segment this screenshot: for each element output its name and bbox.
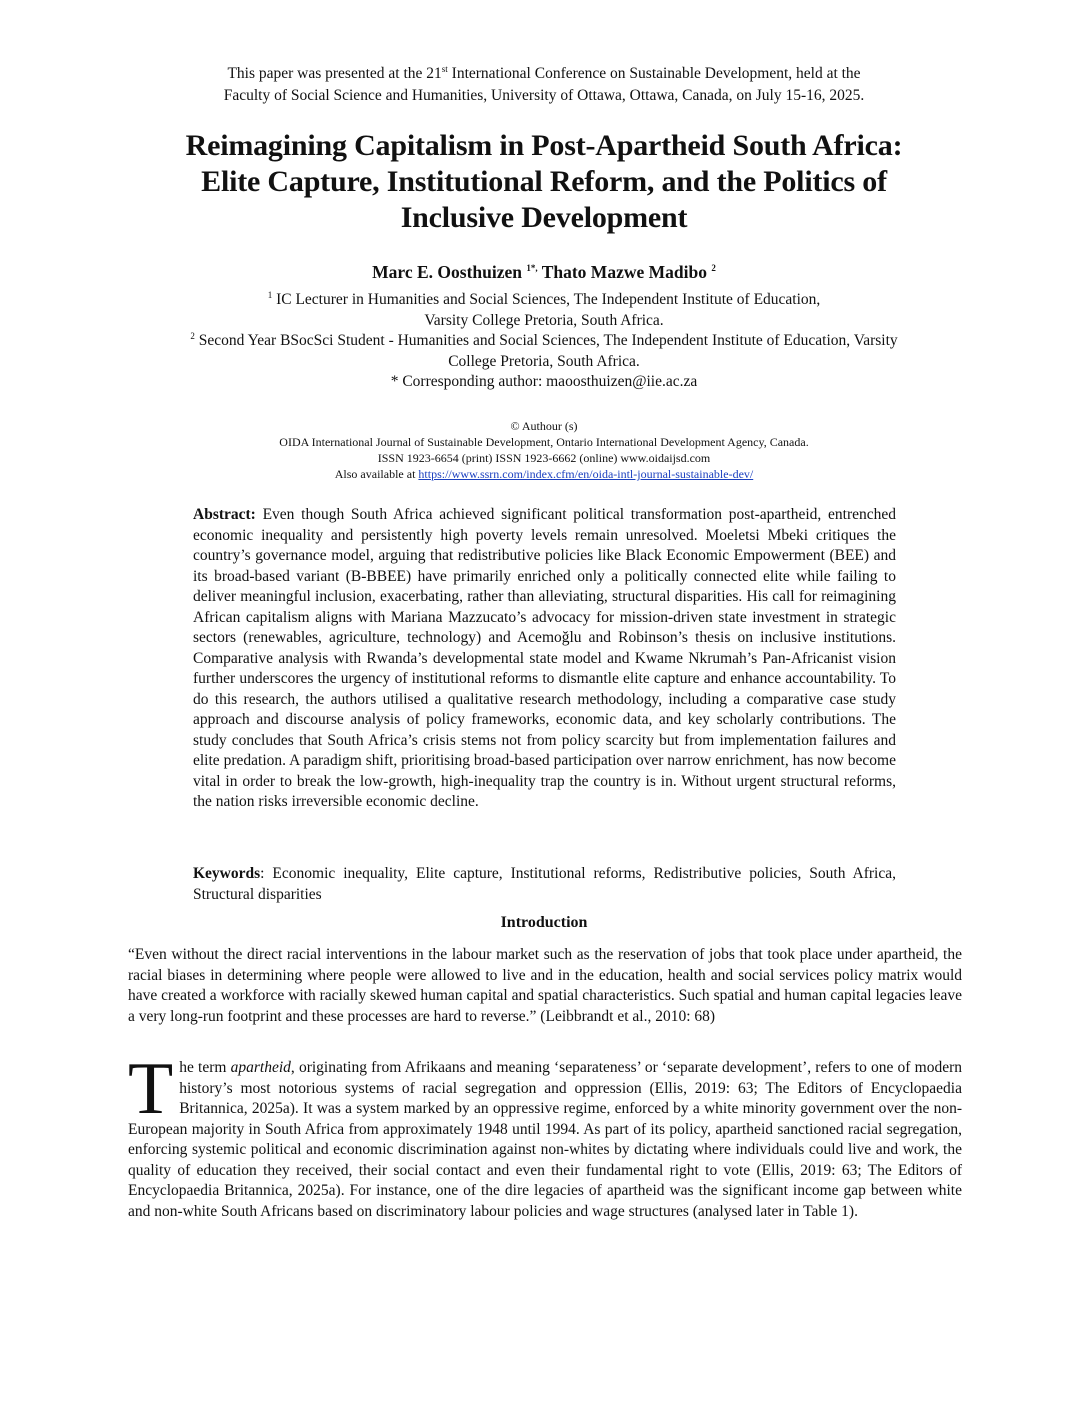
title-line-3: Inclusive Development: [400, 201, 688, 234]
availability-line: [100, 466, 988, 482]
conference-note-line2: Faculty of Social Science and Humanities, University of Ottawa, Ottawa, Canada, on July 15-16, 2025.: [223, 87, 865, 104]
author-list: [100, 262, 988, 283]
paper-title: [100, 128, 988, 236]
conference-note: [130, 63, 958, 107]
affiliation-1-sup: 1: [267, 289, 273, 300]
affiliation-2-sup: 2: [190, 330, 195, 341]
journal-name: OIDA International Journal of Sustainable Development, Ontario International Development Agency, Canada.: [279, 435, 809, 449]
keywords-text: : Economic inequality, Elite capture, Institutional reforms, Redistributive policies, South Africa, Structural disparities: [193, 865, 896, 903]
ssrn-link[interactable]: https://www.ssrn.com/index.cfm/en/oida-intl-journal-sustainable-dev/: [418, 467, 754, 481]
conference-note-line1-a: This paper was presented at the 21: [227, 65, 442, 82]
author-1-sup: 1*,: [526, 263, 538, 274]
paragraph-start: he term: [179, 1059, 231, 1076]
affiliation-1-line1: IC Lecturer in Humanities and Social Sciences, The Independent Institute of Education,: [272, 291, 821, 308]
availability-prefix: Also available at: [334, 467, 419, 481]
abstract-text: Even though South Africa achieved significant political transformation post-apartheid, entrenched economic inequality and persistently high poverty levels remain unresolved. Moeletsi Mbeki critiques the country’s governance model, arguing that redistributive policies like Black Economic Empowerment (BEE) and its broad-based variant (B-BBEE) have primarily enriched only a politically connected elite while failing to deliver meaningful inclusion, exacerbating, rather than alleviating, structural disparities. His call for reimagining African capitalism aligns with Mariana Mazzucato’s advocacy for mission-driven state investment in strategic sectors (renewables, agriculture, technology) and Acemoğlu and Robinson’s thesis on inclusive institutions. Comparative analysis with Rwanda’s developmental state model and Kwame Nkrumah’s Pan-Africanist vision further underscores the urgency of institutional reforms to dismantle elite capture and enhance accountability. To do this research, the authors utilised a qualitative research methodology, including a comparative case study approach and discourse analysis of policy frameworks, economic data, and key scholarly contributions. The study concludes that South Africa’s crisis stems not from policy scarcity but from implementation failures and elite predation. A paradigm shift, prioritising broad-based participation over narrow enrichment, has now become vital in order to break the low-growth, high-inequality trap the country is in. Without urgent structural reforms, the nation risks irreversible economic decline.: [193, 506, 896, 810]
affiliation-1: [100, 290, 988, 311]
copyright-line: © Authour (s): [510, 419, 578, 433]
drop-cap: T: [128, 1048, 174, 1130]
corresponding-author: * Corresponding author: maoosthuizen@iie.ac.za: [390, 373, 698, 390]
conference-note-sup: st: [441, 63, 448, 74]
keywords-label: Keywords: [193, 865, 261, 882]
abstract: [193, 505, 896, 813]
affiliation-2: [100, 331, 988, 352]
author-2-name: Thato Mazwe Madibo: [541, 262, 707, 282]
issn-line: ISSN 1923-6654 (print) ISSN 1923-6662 (online) www.oidaijsd.com: [377, 451, 711, 465]
conference-note-line1-b: International Conference on Sustainable Development, held at the: [447, 65, 861, 82]
introduction-paragraph: [128, 1048, 962, 1222]
abstract-label: Abstract:: [193, 506, 256, 523]
affiliation-2-line2: College Pretoria, South Africa.: [448, 352, 640, 370]
author-2-sup: 2: [711, 263, 716, 274]
introduction-heading: Introduction: [500, 914, 588, 931]
title-line-2: Elite Capture, Institutional Reform, and the Politics of: [201, 165, 887, 198]
keywords: [193, 864, 896, 905]
paragraph-rest: , originating from Afrikaans and meaning ‘separateness’ or ‘separate development’, refers to one of modern history’s most notorious systems of racial segregation and oppression (Ellis, 2019: 63; The Editors of Encyclopaedia Britannica, 2025a). It was a system marked by an oppressive regime, enforced by a white minority government over the non-European majority in South Africa from approximately 1948 until 1994. As part of its policy, apartheid sanctioned racial segregation, enforcing systemic political and economic discrimination against non-whites by dictating where individuals could live and work, the quality of education they received, their social contact and even their fundamental right to vote (Ellis, 2019: 63; The Editors of Encyclopaedia Britannica, 2025a). For instance, one of the dire legacies of apartheid was the significant income gap between white and non-white South Africans based on discriminatory labour policies and wage structures (analysed later in Table 1).: [128, 1059, 962, 1220]
epigraph-quote: “Even without the direct racial interventions in the labour market such as the reservation of jobs that took place under apartheid, the racial biases in determining where people were allowed to live and in the education, health and social services policy matrix would have created a workforce with racially skewed human capital and spatial characteristics. Such spatial and human capital legacies leave a very long-run footprint and these processes are hard to reverse.” (Leibbrandt et al., 2010: 68): [128, 946, 962, 1025]
affiliations: [100, 290, 988, 393]
author-1-name: Marc E. Oosthuizen: [372, 262, 523, 282]
paragraph-italic-term: apartheid: [230, 1059, 291, 1076]
affiliation-1-line2: Varsity College Pretoria, South Africa.: [424, 311, 664, 329]
title-line-1: Reimagining Capitalism in Post-Apartheid South Africa:: [185, 129, 903, 162]
journal-info: [100, 418, 988, 482]
affiliation-2-line1: Second Year BSocSci Student - Humanities and Social Sciences, The Independent Institute of Education, Varsity: [194, 332, 898, 349]
